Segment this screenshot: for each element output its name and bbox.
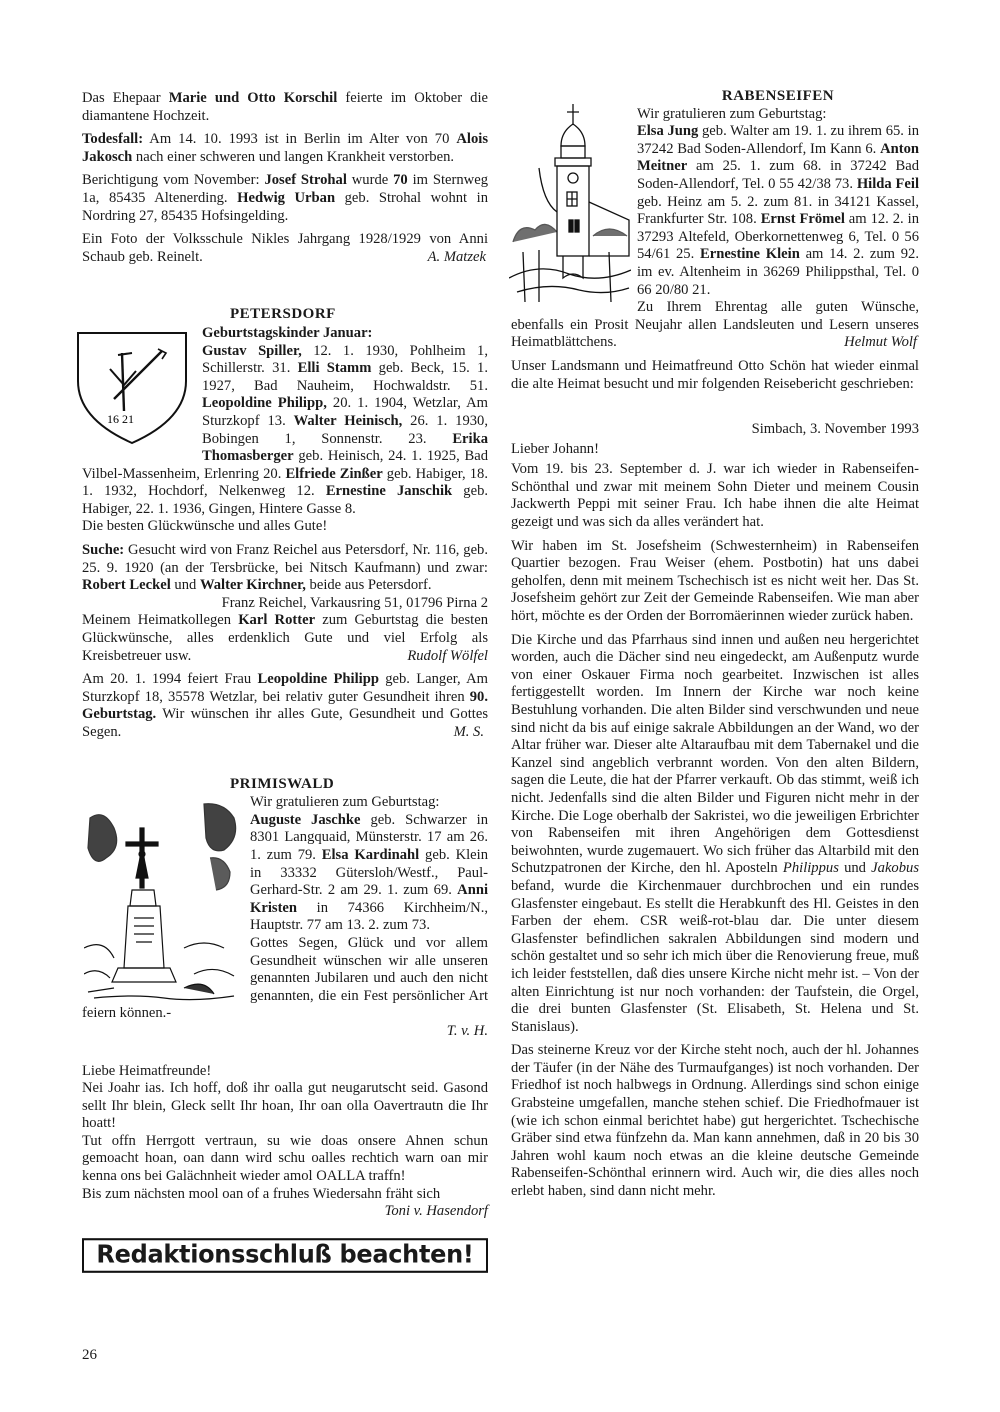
right-column: [511, 88, 919, 1207]
primiswald-blessing: Gottes Segen, Glück und vor allem Gesundheit wünschen wir alle unseren genannten Jubilaren und auch den nicht genannten, die ein Fest persönlicher Art feiern können.-: [82, 934, 488, 1022]
rabenseifen-birthdays: Elsa Jung geb. Walter am 19. 1. zu ihrem 65. in 37242 Bad Soden-Allendorf, Im Kann 6. Anton Meitner am 25. 1. zum 68. in 37242 Bad Soden-Allendorf, Tel. 0 55 42/38 73. Hilda Feil geb. Heinz am 5. 2. zum 81. in 34121 Kassel, Frankfurter Str. 108. Ernst Frömel am 12. 2. in 37293 Altefeld, Oberkornettenweg 6, Tel. 0 56 54/61 25. Ernestine Klein am 14. 2. zum 92. im ev. Altenheim in 36269 Philippsthal, Tel. 0 66 20/80 21.: [637, 123, 920, 298]
signature: Franz Reichel, Varkausring 51, 01796 Pirna 2: [221, 594, 488, 611]
deadline-banner: Redaktionsschluß beachten!: [82, 1238, 488, 1272]
search-notice: Suche: Gesucht wird von Franz Reichel aus Petersdorf, Nr. 116, geb. 25. 9. 1920 (an der Tersbrücke, bei Nitsch Kaufmann) und zwar: Robert Leckel und Walter Kirchner, beide aus Petersdorf. Franz Reichel, Varkausring 51, 01796 Pirna 2: [82, 542, 488, 611]
section-heading: PETERSDORF: [230, 306, 336, 323]
left-column: [82, 90, 488, 1271]
dialect-line: Nei Joahr ias. Ich hoff, doß ihr oalla gut neugarutscht seid. Gasond sellt Ihr blein, Gleck sellt Ihr hoan, Ihr oan olla Oavertrautn die Ihr hoatt!: [82, 1080, 488, 1132]
letter-paragraph: Vom 19. bis 23. September d. J. war ich wieder in Rabenseifen-Schönthal und zwar mit meinem Sohn Dieter und meinem Cousin Jackwerth Peppi mit seiner Frau. Ich habe ihnen die alte Heimat gezeigt und was sich da alles verändert hat.: [511, 461, 919, 531]
section-heading: RABENSEIFEN: [721, 88, 835, 104]
report-intro: Unser Landsmann und Heimatfreund Otto Schön hat wieder einmal die alte Heimat besucht und mir folgenden Reisebericht geschrieben:: [511, 357, 919, 392]
death-notice: Todesfall: Am 14. 10. 1993 ist in Berlin im Alter von 70 Alois Jakosch nach einer schweren und langen Krankheit verstorben.: [82, 131, 488, 165]
signature: Toni v. Hasendorf: [384, 1203, 488, 1220]
section-heading: PRIMISWALD: [230, 775, 335, 792]
letter-place-date: Simbach, 3. November 1993: [751, 421, 919, 438]
petersdorf-coat-of-arms: [74, 329, 190, 447]
signature: A. Matzek: [427, 248, 486, 265]
church-illustration: [509, 102, 631, 306]
letter-paragraph: Das steinerne Kreuz vor der Kirche steht noch, auch der hl. Johannes der Täufer (in der Nähe des Turmaufganges) ist noch vorhanden. Der Friedhof ist noch halbwegs in Ordnung. Allerdings sind schon einige Grabsteine umgefallen, manche stehen schief. Die Friedhofmauer ist (wie ich schon einmal berichtet habe) gut hergerichtet. Tschechische Gräber sind etwa fünfzehn da. Man kann annehmen, daß in 20 bis 30 Jahren wohl kaum noch etwas an die kleine deutsche Gemeinde Rabenseifen-Schönthal erinnern wird. Auch wir, die dies alles noch erlebt haben, sind dann nicht mehr.: [511, 1042, 919, 1200]
signature: M. S.: [453, 724, 484, 740]
primiswald-section: [82, 776, 488, 1041]
letter-salutation: Lieber Johann!: [511, 440, 599, 457]
petersdorf-section: [82, 306, 488, 536]
dialect-line: Tut offn Herrgott vertraun, su wie doas onsere Ahnen schun gemoacht hoan, oan dann wird schu oalles rechtich warn oan mir kenna ons bei Galächnheit wieder amol OALLA traffn!: [82, 1132, 488, 1185]
primiswald-intro: Wir gratulieren zum Geburtstag:: [250, 794, 440, 811]
correction-notice: Berichtigung vom November: Josef Strohal wurde 70 im Sternweg 1a, 85435 Altenerding. Hedwig Urban geb. Strohal wohnt in Nordring 27, 85435 Hofsingelding.: [82, 172, 488, 224]
rabenseifen-intro: Wir gratulieren zum Geburtstag:: [637, 105, 827, 122]
signature: Helmut Wolf: [844, 334, 917, 351]
dialect-line: Bis zum nächsten mool oan of a fruhes Wiedersahn fräht sich: [82, 1185, 441, 1202]
primiswald-birthdays: Auguste Jaschke geb. Schwarzer in 8301 Langquaid, Münsterstr. 17 am 26. 1. zum 79. Elsa Kardinahl geb. Klein in 33332 Gütersloh/Westf., Paul-Gerhard-Str. 2 am 29. 1. zum 69. Anni Kristen in 74366 Kirchheim/N., Hauptstr. 77 am 13. 2. zum 73.: [250, 811, 489, 934]
signature: T. v. H.: [446, 1022, 488, 1039]
letter-paragraph: Wir haben im St. Josefsheim (Schwesternheim) in Rabenseifen Quartier bezogen. Frau Weiser (ehem. Postbotin) hat uns dabei geholfen, denn mit meinem Tschechisch ist es nicht weit her. Das St. Josefsheim gehört zur Zeit der Gemeinde Rabenseifen. Wie man aber hört, möchte es der Orden der Borromäerinnen wieder zurück haben.: [511, 537, 919, 625]
philipp-birthday: Am 20. 1. 1994 feiert Frau Leopoldine Philipp geb. Langer, Am Sturzkopf 18, 35578 Wetzlar, bei relativ guter Gesundheit ihren 90. Geburtstag. Wir wünschen ihr alles Gute, Gesundheit und Gottes Segen. M. S.: [82, 671, 488, 740]
dialect-greeting: Liebe Heimatfreunde!: [82, 1062, 212, 1079]
korschil-notice: Das Ehepaar Marie und Otto Korschil feierte im Oktober die diamantene Hochzeit.: [82, 90, 488, 124]
page-number: 26: [82, 1347, 97, 1363]
photo-notice: Ein Foto der Volksschule Nikles Jahrgang 1928/1929 von Anni Schaub geb. Reinelt. A. Matzek: [82, 231, 488, 265]
rotter-greeting: Meinem Heimatkollegen Karl Rotter zum Geburtstag die besten Glückwünsche, alles erdenklich Gute und viel Erfolg als Kreisbetreuer usw. Rudolf Wölfel: [82, 612, 488, 664]
petersdorf-birthdays: Gustav Spiller, 12. 1. 1930, Pohlheim 1, Schillerstr. 31. Elli Stamm geb. Beck, 15. 1. 1927, Bad Nauheim, Hochwaldstr. 51. Leopoldine Philipp, 20. 1. 1904, Wetzlar, Am Sturzkopf 13. Walter Heinisch, 26. 1. 1930, Bobingen 1, Sonnenstr. 23. Erika Thomasberger geb. Heinisch, 24. 1. 1925, Bad Vilbel-Massenheim, Erlenring 20. Elfriede Zinßer geb. Habiger, 18. 1. 1932, Hochdorf, Nelkenweg 12. Ernestine Janschik geb. Habiger, 22. 1. 1936, Gingen, Hintere Gasse 8. Die besten Glückwünsche und alles Gute!: [82, 342, 489, 535]
wayside-cross-illustration: [84, 798, 242, 1004]
emblem-year: 16 21: [107, 411, 134, 426]
rabenseifen-section: [511, 88, 919, 299]
signature: Rudolf Wölfel: [407, 647, 488, 664]
petersdorf-subheading: Geburtstagskinder Januar:: [202, 324, 373, 341]
dialect-letter: [82, 1063, 488, 1221]
letter-paragraph: Die Kirche und das Pfarrhaus sind innen und außen neu hergerichtet worden, auch die Dächer sind neu eingedeckt, am Außenputz wurde von einer Oskauer Firma noch gearbeitet. Inzwischen ist alles fertiggestellt worden. Im Innern der Kirche war noch keine Bestuhlung vorhanden. Die alten Bilder sind verschwunden und neue sind nicht da bis auf einige sakrale Abbildungen an der Wand, wo der Altar früher war. Dieser alte Altaraufbau mit dem Tabernakel und die Kanzel sind angeblich verbrannt worden. Von den alten Bildern, sagen die Leute, die hat der Pfarrer verkauft. Ob das stimmt, weiß ich nicht. Jedenfalls sind die alten Bilder und Figuren nicht mehr in der Kirche. Die Loge oberhalb der Sakristei, wo die jeweiligen Erbrichter von Rabenseifen mit ihren Angehörigen dem Gottesdienst beiwohnten, wurde zugemauert. Wo sich früher das Altarbild mit den Schutzpatronen der Kirche, den hl. Aposteln Philippus und Jakobus befand, wurde die Kirchenmauer durchbrochen und ein rundes Glasfenster eingebaut. Es stellt die Herabkunft des Hl. Geistes in den Farben der ehem. CSR weiß-rot-blau dar. Die unter diesem Glasfenster befindlichen sakralen Abbildungen sind modern und schön gestaltet und so sehr ich mich über die Renovierung freue, muß ich leider feststellen, daß dies unsere Kirche nicht mehr ist. – Von der alten Einrichtung ist nur noch vorhanden: der Taufstein, die Orgel, die drei bunten Glasfenster (St. Elisabeth, St. Helena und St. Stanislaus).: [511, 631, 919, 1035]
rabenseifen-wishes: Zu Ihrem Ehrentag alle guten Wünsche, ebenfalls ein Prosit Neujahr allen Landsleuten und Lesern unseres Heimatblättchens. Helmut Wolf: [511, 299, 919, 351]
